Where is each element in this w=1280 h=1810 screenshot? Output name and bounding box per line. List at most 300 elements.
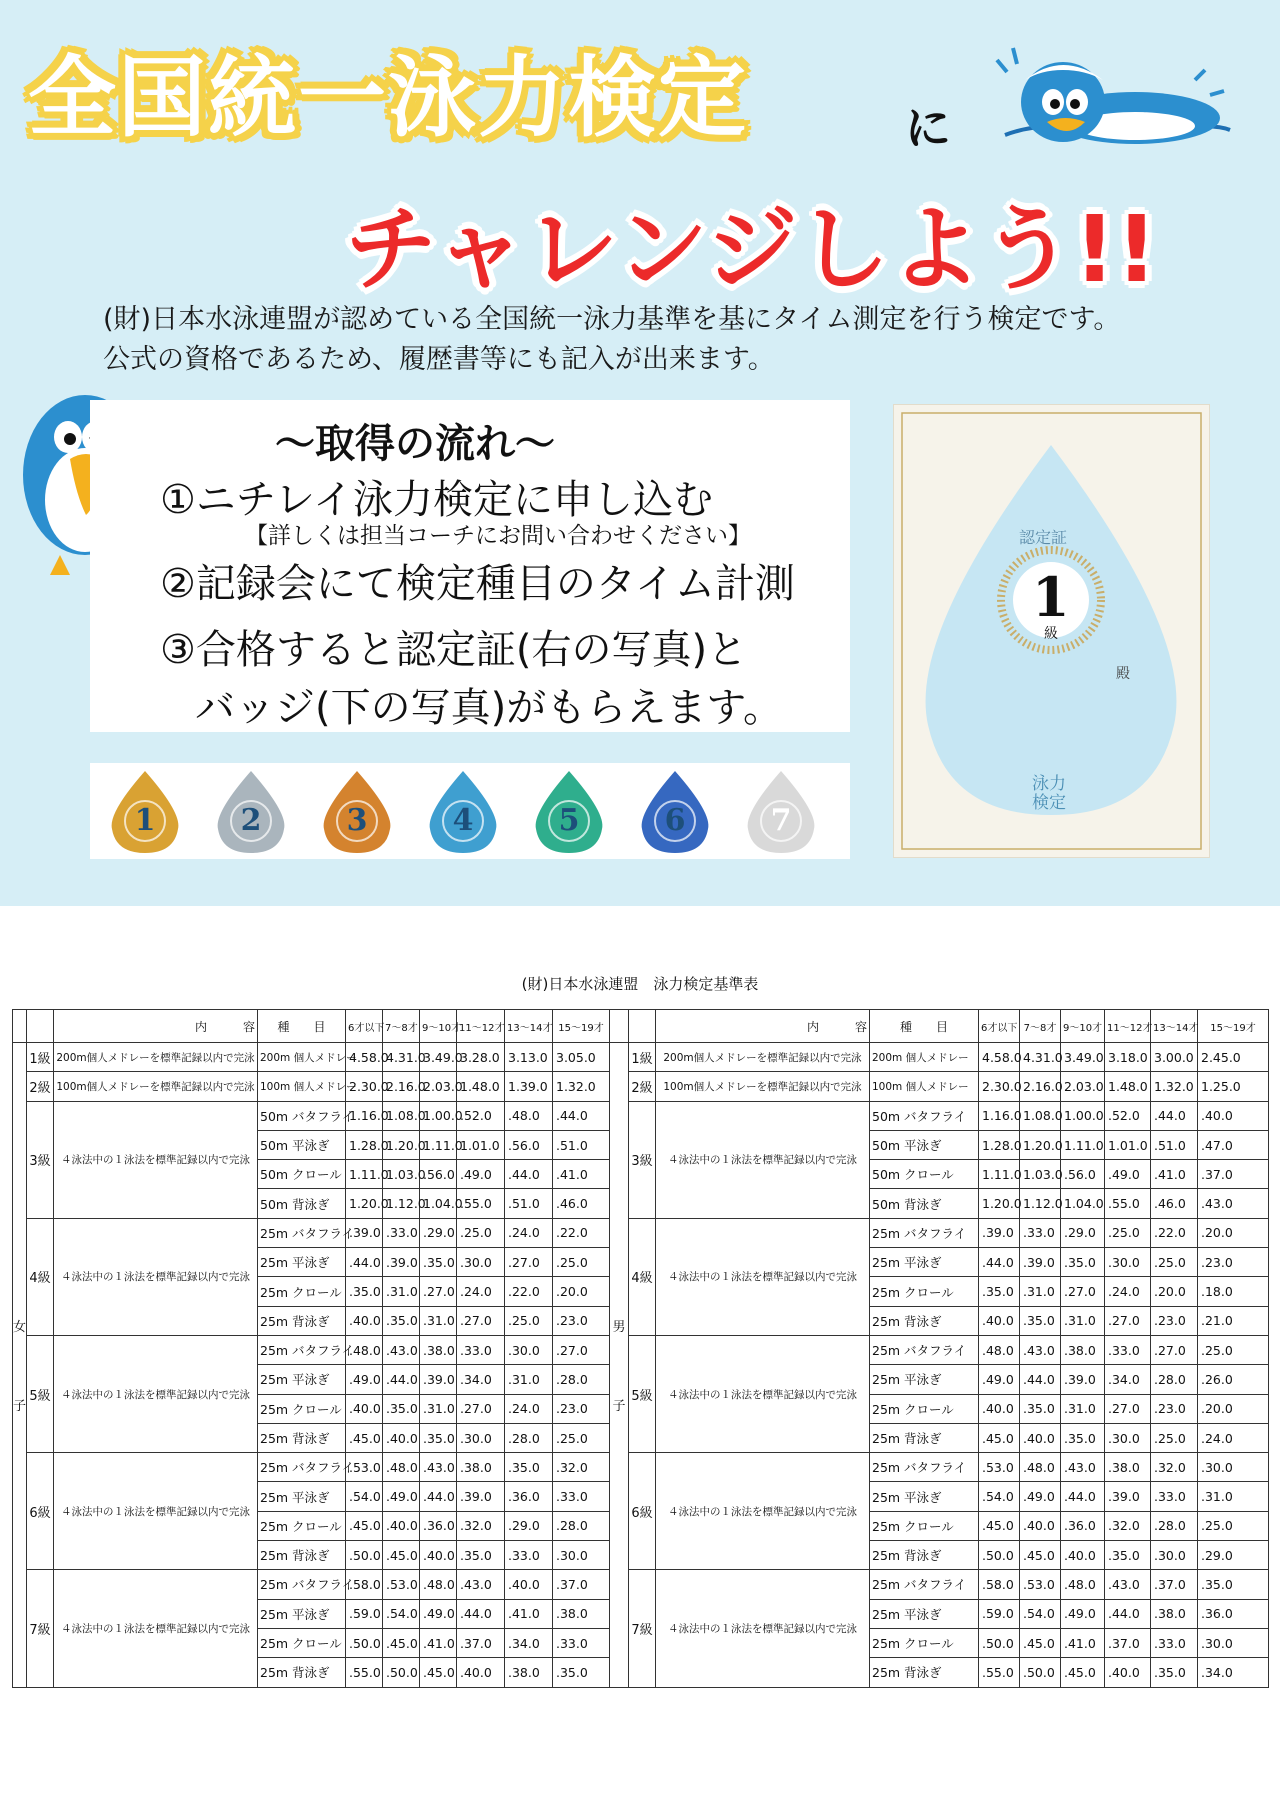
- time-cell: .37.0: [553, 1570, 610, 1599]
- time-cell: .48.0: [346, 1335, 383, 1364]
- time-cell: .24.0: [505, 1394, 553, 1423]
- table-row: [13, 1570, 610, 1599]
- time-cell: .30.0: [1198, 1628, 1269, 1657]
- time-cell: 1.00.0: [1061, 1101, 1105, 1130]
- time-cell: .20.0: [1198, 1394, 1269, 1423]
- certificate-logo: 泳力検定: [1032, 774, 1066, 813]
- badge-6: [634, 769, 716, 855]
- description-cell: ４泳法中の１泳法を標準記録以内で完泳: [54, 1570, 258, 1687]
- time-cell: .41.0: [553, 1160, 610, 1189]
- badge-1: [104, 769, 186, 855]
- time-cell: .27.0: [420, 1277, 457, 1306]
- time-cell: .40.0: [505, 1570, 553, 1599]
- time-cell: .32.0: [553, 1453, 610, 1482]
- time-cell: 1.32.0: [553, 1072, 610, 1101]
- time-cell: 1.28.0: [979, 1130, 1020, 1159]
- time-cell: 3.49.0: [420, 1043, 457, 1072]
- header-age: 6才以下: [979, 1010, 1020, 1043]
- time-cell: .40.0: [346, 1394, 383, 1423]
- time-cell: .43.0: [420, 1453, 457, 1482]
- time-cell: .54.0: [979, 1482, 1020, 1511]
- time-cell: .55.0: [979, 1658, 1020, 1687]
- time-cell: 1.28.0: [346, 1130, 383, 1159]
- time-cell: 4.31.0: [383, 1043, 420, 1072]
- badge-number: 2: [240, 803, 262, 838]
- description-cell: ４泳法中の１泳法を標準記録以内で完泳: [656, 1218, 870, 1335]
- time-cell: .33.0: [457, 1335, 505, 1364]
- event-cell: 50m 平泳ぎ: [870, 1130, 979, 1159]
- table-row: [610, 1072, 1269, 1101]
- event-cell: 50m クロール: [258, 1160, 346, 1189]
- time-cell: 2.30.0: [346, 1072, 383, 1101]
- event-cell: 25m バタフライ: [258, 1453, 346, 1482]
- time-cell: .25.0: [1105, 1218, 1151, 1247]
- description-line: (財)日本水泳連盟が認めている全国統一泳力基準を基にタイム測定を行う検定です。: [103, 304, 1121, 335]
- time-cell: .43.0: [1061, 1453, 1105, 1482]
- header-age: 11〜12才: [457, 1010, 505, 1043]
- time-cell: .31.0: [420, 1394, 457, 1423]
- time-cell: .28.0: [553, 1511, 610, 1540]
- time-cell: 1.12.0: [383, 1189, 420, 1218]
- time-cell: .29.0: [1198, 1541, 1269, 1570]
- event-cell: 25m 背泳ぎ: [870, 1658, 979, 1687]
- description-cell: 200m個人メドレーを標準記録以内で完泳: [54, 1043, 258, 1072]
- time-cell: .56.0: [420, 1160, 457, 1189]
- time-cell: .35.0: [383, 1394, 420, 1423]
- time-cell: 1.00.0: [420, 1101, 457, 1130]
- table-row: [13, 1335, 610, 1364]
- time-cell: .35.0: [1020, 1394, 1061, 1423]
- description-cell: ４泳法中の１泳法を標準記録以内で完泳: [54, 1453, 258, 1570]
- time-cell: .34.0: [457, 1365, 505, 1394]
- time-cell: 1.08.0: [1020, 1101, 1061, 1130]
- time-cell: .39.0: [1061, 1365, 1105, 1394]
- time-cell: 3.18.0: [1105, 1043, 1151, 1072]
- time-cell: .30.0: [1151, 1541, 1198, 1570]
- time-cell: .59.0: [979, 1599, 1020, 1628]
- time-cell: 1.03.0: [1020, 1160, 1061, 1189]
- header-event: 種 目: [258, 1010, 346, 1043]
- time-cell: .40.0: [979, 1394, 1020, 1423]
- time-cell: .35.0: [346, 1277, 383, 1306]
- time-cell: .53.0: [383, 1570, 420, 1599]
- time-cell: .24.0: [505, 1218, 553, 1247]
- time-cell: .44.0: [1020, 1365, 1061, 1394]
- time-cell: .56.0: [505, 1130, 553, 1159]
- time-cell: 4.58.0: [346, 1043, 383, 1072]
- time-cell: .50.0: [346, 1541, 383, 1570]
- time-cell: .20.0: [553, 1277, 610, 1306]
- time-cell: .32.0: [457, 1511, 505, 1540]
- time-cell: .38.0: [1061, 1335, 1105, 1364]
- header-age: 7〜8才: [383, 1010, 420, 1043]
- time-cell: 3.05.0: [553, 1043, 610, 1072]
- time-cell: .30.0: [457, 1423, 505, 1452]
- time-cell: .51.0: [553, 1130, 610, 1159]
- time-cell: 2.03.0: [1061, 1072, 1105, 1101]
- time-cell: .46.0: [553, 1189, 610, 1218]
- time-cell: .44.0: [553, 1101, 610, 1130]
- grade-cell: 5級: [27, 1335, 54, 1452]
- time-cell: .33.0: [553, 1482, 610, 1511]
- time-cell: 1.32.0: [1151, 1072, 1198, 1101]
- time-cell: .41.0: [1061, 1628, 1105, 1657]
- time-cell: .43.0: [457, 1570, 505, 1599]
- time-cell: .35.0: [1151, 1658, 1198, 1687]
- time-cell: .27.0: [457, 1394, 505, 1423]
- event-cell: 25m 背泳ぎ: [258, 1541, 346, 1570]
- time-cell: .37.0: [1105, 1628, 1151, 1657]
- time-cell: .35.0: [420, 1248, 457, 1277]
- time-cell: .25.0: [1198, 1511, 1269, 1540]
- table-row: [13, 1101, 610, 1130]
- time-cell: 3.00.0: [1151, 1043, 1198, 1072]
- time-cell: .43.0: [1020, 1335, 1061, 1364]
- time-cell: .40.0: [1198, 1101, 1269, 1130]
- header-age: 13〜14才: [505, 1010, 553, 1043]
- time-cell: .33.0: [505, 1541, 553, 1570]
- time-cell: .55.0: [1105, 1189, 1151, 1218]
- description-cell: ４泳法中の１泳法を標準記録以内で完泳: [656, 1570, 870, 1687]
- time-cell: 1.12.0: [1020, 1189, 1061, 1218]
- time-cell: .38.0: [457, 1453, 505, 1482]
- time-cell: .48.0: [1061, 1570, 1105, 1599]
- time-cell: .50.0: [979, 1541, 1020, 1570]
- time-cell: .31.0: [1061, 1306, 1105, 1335]
- time-cell: .44.0: [457, 1599, 505, 1628]
- time-cell: .45.0: [979, 1511, 1020, 1540]
- table-row: [610, 1218, 1269, 1247]
- badge-strip: [90, 763, 850, 859]
- time-cell: .27.0: [553, 1335, 610, 1364]
- event-cell: 25m バタフライ: [870, 1453, 979, 1482]
- description-cell: 100m個人メドレーを標準記録以内で完泳: [656, 1072, 870, 1101]
- time-cell: .29.0: [1061, 1218, 1105, 1247]
- time-cell: .40.0: [420, 1541, 457, 1570]
- time-cell: .56.0: [1061, 1160, 1105, 1189]
- time-cell: .28.0: [1151, 1365, 1198, 1394]
- flow-title: 〜取得の流れ〜: [275, 421, 555, 467]
- event-cell: 25m 背泳ぎ: [870, 1541, 979, 1570]
- time-cell: .30.0: [457, 1248, 505, 1277]
- time-cell: .40.0: [979, 1306, 1020, 1335]
- time-cell: .27.0: [505, 1248, 553, 1277]
- time-cell: .35.0: [457, 1541, 505, 1570]
- time-cell: .35.0: [505, 1453, 553, 1482]
- time-cell: .25.0: [1151, 1423, 1198, 1452]
- event-cell: 25m 背泳ぎ: [870, 1423, 979, 1452]
- time-cell: .48.0: [979, 1335, 1020, 1364]
- time-cell: .30.0: [1105, 1248, 1151, 1277]
- time-cell: 1.20.0: [1020, 1130, 1061, 1159]
- time-cell: .44.0: [383, 1365, 420, 1394]
- time-cell: .35.0: [420, 1423, 457, 1452]
- time-cell: .32.0: [1105, 1511, 1151, 1540]
- grade-cell: 4級: [27, 1218, 54, 1335]
- event-cell: 25m 背泳ぎ: [258, 1306, 346, 1335]
- event-cell: 25m 平泳ぎ: [258, 1248, 346, 1277]
- table-row: [13, 1043, 610, 1072]
- time-cell: .35.0: [553, 1658, 610, 1687]
- time-cell: .51.0: [1151, 1130, 1198, 1159]
- time-cell: 1.03.0: [383, 1160, 420, 1189]
- time-cell: 1.20.0: [979, 1189, 1020, 1218]
- time-cell: .58.0: [979, 1570, 1020, 1599]
- time-cell: 3.28.0: [457, 1043, 505, 1072]
- grade-cell: 3級: [629, 1101, 656, 1218]
- header-blank: [27, 1010, 54, 1043]
- time-cell: .55.0: [457, 1189, 505, 1218]
- gender-char: 子: [612, 1398, 626, 1414]
- badge-3: [316, 769, 398, 855]
- time-cell: .30.0: [553, 1541, 610, 1570]
- event-cell: 25m クロール: [258, 1277, 346, 1306]
- time-cell: .44.0: [420, 1482, 457, 1511]
- time-cell: .36.0: [505, 1482, 553, 1511]
- male-standards-table: [609, 1009, 1269, 1688]
- header-blank: [629, 1010, 656, 1043]
- time-cell: .41.0: [505, 1599, 553, 1628]
- time-cell: 2.16.0: [383, 1072, 420, 1101]
- event-cell: 50m 背泳ぎ: [258, 1189, 346, 1218]
- description-cell: 200m個人メドレーを標準記録以内で完泳: [656, 1043, 870, 1072]
- time-cell: .43.0: [1198, 1189, 1269, 1218]
- time-cell: .27.0: [1105, 1394, 1151, 1423]
- time-cell: .45.0: [346, 1423, 383, 1452]
- time-cell: .40.0: [1061, 1541, 1105, 1570]
- event-cell: 200m 個人メドレー: [870, 1043, 979, 1072]
- time-cell: .33.0: [1105, 1335, 1151, 1364]
- time-cell: .35.0: [1061, 1248, 1105, 1277]
- event-cell: 50m バタフライ: [258, 1101, 346, 1130]
- time-cell: 1.01.0: [457, 1130, 505, 1159]
- time-cell: .31.0: [1020, 1277, 1061, 1306]
- description-cell: ４泳法中の１泳法を標準記録以内で完泳: [656, 1101, 870, 1218]
- time-cell: .18.0: [1198, 1277, 1269, 1306]
- time-cell: .21.0: [1198, 1306, 1269, 1335]
- time-cell: .40.0: [383, 1423, 420, 1452]
- badge-2: [210, 769, 292, 855]
- time-cell: 1.20.0: [346, 1189, 383, 1218]
- time-cell: .35.0: [1198, 1570, 1269, 1599]
- time-cell: .22.0: [1151, 1218, 1198, 1247]
- time-cell: .49.0: [420, 1599, 457, 1628]
- time-cell: 1.11.0: [979, 1160, 1020, 1189]
- certificate-grade: 1: [1032, 565, 1070, 629]
- event-cell: 50m バタフライ: [870, 1101, 979, 1130]
- event-cell: 25m クロール: [258, 1628, 346, 1657]
- badge-5: [528, 769, 610, 855]
- header-age: 15〜19才: [1198, 1010, 1269, 1043]
- time-cell: .24.0: [1198, 1423, 1269, 1452]
- table-row: [610, 1570, 1269, 1599]
- time-cell: 1.11.0: [1061, 1130, 1105, 1159]
- time-cell: .41.0: [420, 1628, 457, 1657]
- time-cell: .31.0: [505, 1365, 553, 1394]
- time-cell: .39.0: [457, 1482, 505, 1511]
- grade-cell: 7級: [27, 1570, 54, 1687]
- time-cell: .40.0: [383, 1511, 420, 1540]
- event-cell: 25m クロール: [870, 1628, 979, 1657]
- gender-label: [13, 1043, 27, 1688]
- time-cell: .33.0: [1151, 1628, 1198, 1657]
- time-cell: .36.0: [420, 1511, 457, 1540]
- time-cell: .54.0: [1020, 1599, 1061, 1628]
- time-cell: .43.0: [1105, 1570, 1151, 1599]
- gender-char: 子: [13, 1398, 27, 1414]
- event-cell: 25m クロール: [870, 1511, 979, 1540]
- time-cell: .47.0: [1198, 1130, 1269, 1159]
- time-cell: 1.16.0: [979, 1101, 1020, 1130]
- time-cell: .53.0: [979, 1453, 1020, 1482]
- time-cell: .34.0: [505, 1628, 553, 1657]
- time-cell: .29.0: [420, 1218, 457, 1247]
- table-row: [610, 1335, 1269, 1364]
- time-cell: .37.0: [1198, 1160, 1269, 1189]
- time-cell: 1.39.0: [505, 1072, 553, 1101]
- time-cell: .22.0: [505, 1277, 553, 1306]
- time-cell: .27.0: [1105, 1306, 1151, 1335]
- time-cell: .40.0: [457, 1658, 505, 1687]
- time-cell: 1.08.0: [383, 1101, 420, 1130]
- time-cell: .50.0: [346, 1628, 383, 1657]
- description-cell: ４泳法中の１泳法を標準記録以内で完泳: [54, 1101, 258, 1218]
- header-event: 種 目: [870, 1010, 979, 1043]
- time-cell: .33.0: [1151, 1482, 1198, 1511]
- badge-number: 5: [558, 803, 580, 838]
- time-cell: .26.0: [1198, 1365, 1269, 1394]
- time-cell: .30.0: [505, 1335, 553, 1364]
- time-cell: 2.45.0: [1198, 1043, 1269, 1072]
- badge-number: 1: [134, 803, 156, 838]
- time-cell: .29.0: [505, 1511, 553, 1540]
- time-cell: .51.0: [505, 1189, 553, 1218]
- time-cell: .28.0: [505, 1423, 553, 1452]
- time-cell: .36.0: [1198, 1599, 1269, 1628]
- event-cell: 25m 平泳ぎ: [258, 1365, 346, 1394]
- event-cell: 25m 平泳ぎ: [870, 1248, 979, 1277]
- title-particle: に: [905, 101, 951, 155]
- event-cell: 25m 平泳ぎ: [258, 1482, 346, 1511]
- table-row: [13, 1218, 610, 1247]
- time-cell: .31.0: [383, 1277, 420, 1306]
- event-cell: 50m クロール: [870, 1160, 979, 1189]
- time-cell: .24.0: [457, 1277, 505, 1306]
- time-cell: .53.0: [1020, 1570, 1061, 1599]
- time-cell: .39.0: [346, 1218, 383, 1247]
- time-cell: .48.0: [505, 1101, 553, 1130]
- time-cell: .45.0: [346, 1511, 383, 1540]
- time-cell: .20.0: [1151, 1277, 1198, 1306]
- time-cell: 4.31.0: [1020, 1043, 1061, 1072]
- table-title: (財)日本水泳連盟 泳力検定基準表: [521, 975, 759, 993]
- header-age: 6才以下: [346, 1010, 383, 1043]
- event-cell: 25m 平泳ぎ: [870, 1482, 979, 1511]
- time-cell: .45.0: [1020, 1541, 1061, 1570]
- flow-note: 【詳しくは担当コーチにお問い合わせください】: [245, 523, 751, 549]
- grade-cell: 2級: [629, 1072, 656, 1101]
- time-cell: .59.0: [346, 1599, 383, 1628]
- header-age: 13〜14才: [1151, 1010, 1198, 1043]
- time-cell: .45.0: [1020, 1628, 1061, 1657]
- event-cell: 25m バタフライ: [870, 1570, 979, 1599]
- time-cell: .30.0: [1198, 1453, 1269, 1482]
- time-cell: 1.25.0: [1198, 1072, 1269, 1101]
- header-age: 15〜19才: [553, 1010, 610, 1043]
- event-cell: 25m バタフライ: [258, 1218, 346, 1247]
- certificate-label: 認定証: [1019, 528, 1068, 547]
- grade-cell: 3級: [27, 1101, 54, 1218]
- table-row: [610, 1101, 1269, 1130]
- table-row: [610, 1453, 1269, 1482]
- time-cell: 1.11.0: [420, 1130, 457, 1159]
- time-cell: 3.13.0: [505, 1043, 553, 1072]
- time-cell: .44.0: [505, 1160, 553, 1189]
- time-cell: .25.0: [553, 1423, 610, 1452]
- description-cell: ４泳法中の１泳法を標準記録以内で完泳: [54, 1335, 258, 1452]
- time-cell: .25.0: [553, 1248, 610, 1277]
- description-cell: ４泳法中の１泳法を標準記録以内で完泳: [656, 1453, 870, 1570]
- flow-step-3-cont: バッジ(下の写真)がもらえます。: [195, 685, 784, 731]
- time-cell: .39.0: [420, 1365, 457, 1394]
- time-cell: .23.0: [553, 1394, 610, 1423]
- time-cell: .44.0: [346, 1248, 383, 1277]
- certificate-photo: [893, 404, 1210, 858]
- time-cell: .37.0: [1151, 1570, 1198, 1599]
- grade-cell: 4級: [629, 1218, 656, 1335]
- time-cell: .27.0: [1151, 1335, 1198, 1364]
- event-cell: 25m バタフライ: [258, 1335, 346, 1364]
- flow-step-1: ①ニチレイ泳力検定に申し込む: [160, 477, 714, 523]
- time-cell: .33.0: [1020, 1218, 1061, 1247]
- time-cell: .49.0: [1105, 1160, 1151, 1189]
- grade-cell: 6級: [27, 1453, 54, 1570]
- time-cell: .40.0: [1105, 1658, 1151, 1687]
- gender-char: 男: [612, 1319, 626, 1335]
- time-cell: .38.0: [1105, 1453, 1151, 1482]
- flow-box: [90, 400, 850, 732]
- time-cell: .25.0: [1151, 1248, 1198, 1277]
- description-cell: ４泳法中の１泳法を標準記録以内で完泳: [656, 1335, 870, 1452]
- time-cell: .49.0: [1020, 1482, 1061, 1511]
- time-cell: 2.16.0: [1020, 1072, 1061, 1101]
- event-cell: 25m クロール: [870, 1394, 979, 1423]
- time-cell: .45.0: [420, 1658, 457, 1687]
- time-cell: 1.01.0: [1105, 1130, 1151, 1159]
- time-cell: .28.0: [1151, 1511, 1198, 1540]
- description-cell: ４泳法中の１泳法を標準記録以内で完泳: [54, 1218, 258, 1335]
- time-cell: .44.0: [1061, 1482, 1105, 1511]
- time-cell: .39.0: [383, 1248, 420, 1277]
- badge-number: 3: [346, 803, 368, 838]
- time-cell: .35.0: [1061, 1423, 1105, 1452]
- time-cell: .41.0: [1151, 1160, 1198, 1189]
- event-cell: 100m 個人メドレー: [870, 1072, 979, 1101]
- description-cell: 100m個人メドレーを標準記録以内で完泳: [54, 1072, 258, 1101]
- time-cell: .37.0: [457, 1628, 505, 1657]
- time-cell: 1.04.0: [420, 1189, 457, 1218]
- time-cell: 1.48.0: [1105, 1072, 1151, 1101]
- time-cell: .52.0: [1105, 1101, 1151, 1130]
- description-line: 公式の資格であるため、履歴書等にも記入が出来ます。: [103, 344, 775, 375]
- grade-cell: 7級: [629, 1570, 656, 1687]
- header-content: 内 容: [54, 1010, 258, 1043]
- description: [103, 300, 1120, 380]
- flow-step-3: ③合格すると認定証(右の写真)と: [160, 627, 748, 673]
- time-cell: .31.0: [1198, 1482, 1269, 1511]
- time-cell: .20.0: [1198, 1218, 1269, 1247]
- time-cell: .40.0: [1020, 1511, 1061, 1540]
